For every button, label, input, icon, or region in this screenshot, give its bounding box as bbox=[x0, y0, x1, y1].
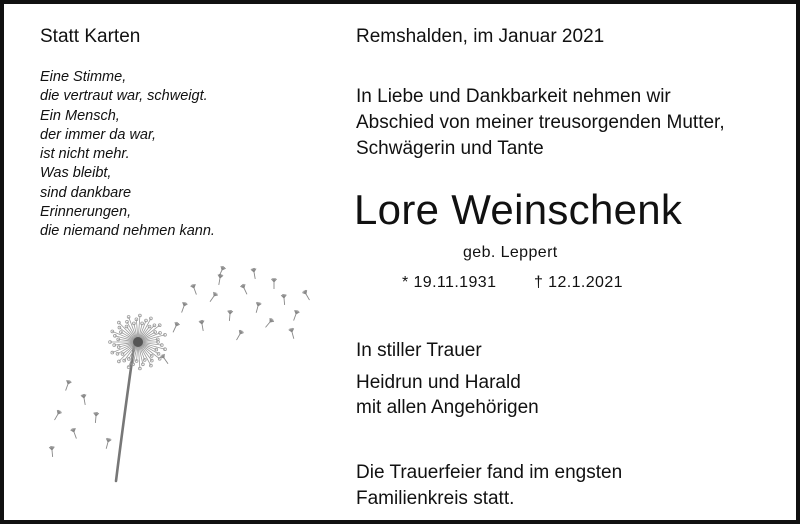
dandelion-illustration bbox=[44, 266, 324, 488]
funeral-line: Familienkreis statt. bbox=[356, 488, 515, 509]
intro-line: Abschied von meiner treusorgenden Mutter, bbox=[356, 112, 725, 133]
family-signature bbox=[356, 370, 539, 420]
statt-karten-header: Statt Karten bbox=[40, 26, 141, 47]
deceased-name: Lore Weinschenk bbox=[354, 186, 683, 233]
intro-text bbox=[356, 84, 725, 162]
family-line: mit allen Angehörigen bbox=[356, 397, 539, 418]
poem-line: die niemand nehmen kann. bbox=[40, 223, 215, 240]
intro-line: In Liebe und Dankbarkeit nehmen wir bbox=[356, 86, 671, 107]
poem-line: Eine Stimme, bbox=[40, 69, 127, 85]
birth-date: * 19.11.1931 bbox=[402, 274, 497, 291]
place-date: Remshalden, im Januar 2021 bbox=[356, 26, 605, 47]
poem-line: Erinnerungen, bbox=[40, 204, 132, 221]
funeral-note bbox=[356, 460, 622, 512]
poem-line: die vertraut war, schweigt. bbox=[40, 88, 208, 105]
poem-line: sind dankbare bbox=[40, 184, 132, 201]
poem-line: Was bleibt, bbox=[40, 165, 112, 182]
poem-line: der immer da war, bbox=[40, 126, 157, 143]
funeral-line: Die Trauerfeier fand im engsten bbox=[356, 462, 623, 483]
maiden-name: geb. Leppert bbox=[463, 244, 558, 261]
family-line: Heidrun und Harald bbox=[356, 372, 521, 393]
mourning-line: In stiller Trauer bbox=[356, 340, 482, 361]
poem bbox=[40, 68, 215, 242]
poem-line: ist nicht mehr. bbox=[40, 146, 130, 163]
poem-line: Ein Mensch, bbox=[40, 107, 120, 124]
intro-line: Schwägerin und Tante bbox=[356, 138, 544, 159]
death-date: † 12.1.2021 bbox=[534, 274, 623, 291]
